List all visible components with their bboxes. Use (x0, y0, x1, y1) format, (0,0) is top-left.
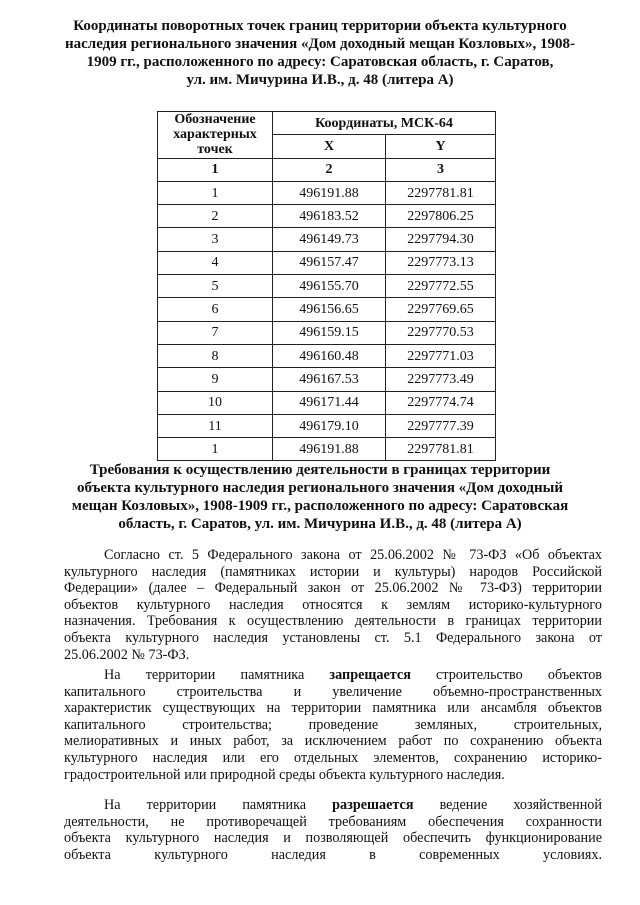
paragraph-line: объекта культурного наследия установлены ст. 5.1 Федерального закона от (64, 629, 602, 646)
x-cell: 496156.65 (273, 298, 386, 321)
y-cell: 2297806.25 (386, 205, 496, 228)
x-cell: 496191.88 (273, 438, 386, 461)
lead-text: На территории памятника (104, 797, 307, 813)
column-number: 1 (158, 158, 273, 181)
table-row (158, 438, 496, 461)
requirements-title (60, 461, 580, 533)
point-cell: 8 (158, 344, 273, 367)
title-line: объекта культурного наследия регионального значения «Дом доходный (77, 480, 563, 496)
paragraph-line: Федерации» (далее – Федеральный закон от 25.06.2002 № 73-ФЗ) территории (64, 580, 602, 597)
y-cell: 2297771.03 (386, 344, 496, 367)
paragraph-allowed (64, 797, 602, 863)
keyword-prohibited: запрещается (329, 667, 411, 683)
paragraph-line: Согласно ст. 5 Федерального закона от 25.06.2002 № 73-ФЗ «Об объектах (104, 547, 602, 563)
lead-rest: строительство объектов (436, 667, 602, 683)
table-row (158, 321, 496, 344)
paragraph-prohibited (64, 667, 602, 783)
lead-text: На территории памятника (104, 667, 305, 683)
paragraph-line (64, 797, 602, 814)
title-line: наследия регионального значения «Дом доходный мещан Козловых», 1908- (65, 36, 575, 52)
paragraph-line: объекта культурного наследия и позволяющей обеспечить функционирование (64, 830, 602, 847)
paragraph-line: капитального строительства; проведение земляных, строительных, (64, 716, 602, 733)
column-number: 3 (386, 158, 496, 181)
table-row (158, 344, 496, 367)
point-cell: 1 (158, 181, 273, 204)
table-body (158, 181, 496, 461)
table-row (158, 391, 496, 414)
paragraph-line: градостроительной или природной среды объекта культурного наследия. (64, 766, 505, 783)
point-cell: 10 (158, 391, 273, 414)
point-cell: 3 (158, 228, 273, 251)
x-cell: 496149.73 (273, 228, 386, 251)
paragraph-law-reference (64, 547, 602, 663)
table-row (158, 228, 496, 251)
title-line: Требования к осуществлению деятельности в границах территории (89, 462, 551, 478)
y-cell: 2297781.81 (386, 181, 496, 204)
point-cell: 9 (158, 368, 273, 391)
x-cell: 496160.48 (273, 344, 386, 367)
y-cell: 2297773.49 (386, 368, 496, 391)
y-cell: 2297770.53 (386, 321, 496, 344)
table-row (158, 205, 496, 228)
y-cell: 2297769.65 (386, 298, 496, 321)
column-number: 2 (273, 158, 386, 181)
coordinates-title (50, 17, 590, 89)
y-cell: 2297781.81 (386, 438, 496, 461)
lead-rest: ведение хозяйственной (439, 797, 602, 813)
table-row (158, 298, 496, 321)
y-cell: 2297772.55 (386, 275, 496, 298)
table-row (158, 275, 496, 298)
paragraph-line: назначения. Требования к осуществлению деятельности в границах территории (64, 613, 602, 630)
title-line: ул. им. Мичурина И.В., д. 48 (литера А) (186, 72, 454, 88)
x-cell: 496171.44 (273, 391, 386, 414)
paragraph-line (64, 667, 602, 684)
title-line: Координаты поворотных точек границ территории объекта культурного (73, 18, 567, 34)
point-cell: 2 (158, 205, 273, 228)
x-cell: 496157.47 (273, 251, 386, 274)
x-cell: 496159.15 (273, 321, 386, 344)
point-cell: 6 (158, 298, 273, 321)
table-row (158, 414, 496, 437)
header-point-designation: Обозначение характерных точек (158, 112, 273, 159)
y-cell: 2297773.13 (386, 251, 496, 274)
x-cell: 496191.88 (273, 181, 386, 204)
table-row (158, 181, 496, 204)
coordinates-table (157, 111, 496, 461)
paragraph-line: объектов культурного наследия относятся к землям историко-культурного (64, 596, 602, 613)
paragraph-line: культурного наследия или его отдельных элементов, сохранению историко- (64, 749, 602, 766)
point-cell: 4 (158, 251, 273, 274)
x-cell: 496167.53 (273, 368, 386, 391)
x-cell: 496183.52 (273, 205, 386, 228)
title-line: 1909 гг., расположенного по адресу: Саратовская область, г. Саратов, (86, 54, 554, 70)
point-cell: 7 (158, 321, 273, 344)
table-row (158, 251, 496, 274)
paragraph-line: 25.06.2002 № 73-ФЗ. (64, 646, 190, 663)
paragraph-line: деятельности, не противоречащей требованиям обеспечения сохранности (64, 813, 602, 830)
x-cell: 496155.70 (273, 275, 386, 298)
table-row (158, 368, 496, 391)
x-cell: 496179.10 (273, 414, 386, 437)
y-cell: 2297794.30 (386, 228, 496, 251)
paragraph-line: характеристик существующих на территории памятника или ансамбля объектов (64, 700, 602, 717)
y-cell: 2297774.74 (386, 391, 496, 414)
point-cell: 11 (158, 414, 273, 437)
header-coordinates: Координаты, МСК-64 (273, 112, 496, 135)
title-line: мещан Козловых», 1908-1909 гг., расположенного по адресу: Саратовская (71, 498, 569, 514)
header-y: Y (386, 135, 496, 158)
header-x: X (273, 135, 386, 158)
paragraph-line: капитального строительства и увеличение объемно-пространственных (64, 683, 602, 700)
paragraph-line: культурного наследия (памятниках истории и культуры) народов Российской (64, 563, 602, 580)
y-cell: 2297777.39 (386, 414, 496, 437)
keyword-allowed: разрешается (332, 797, 414, 813)
point-cell: 5 (158, 275, 273, 298)
paragraph-line: мелиоративных и иных работ, за исключением работ по сохранению объекта (64, 733, 602, 750)
title-line: область, г. Саратов, ул. им. Мичурина И.В., д. 48 (литера А) (118, 516, 522, 532)
paragraph-line: объекта культурного наследия в современных условиях. (64, 846, 602, 863)
point-cell: 1 (158, 438, 273, 461)
